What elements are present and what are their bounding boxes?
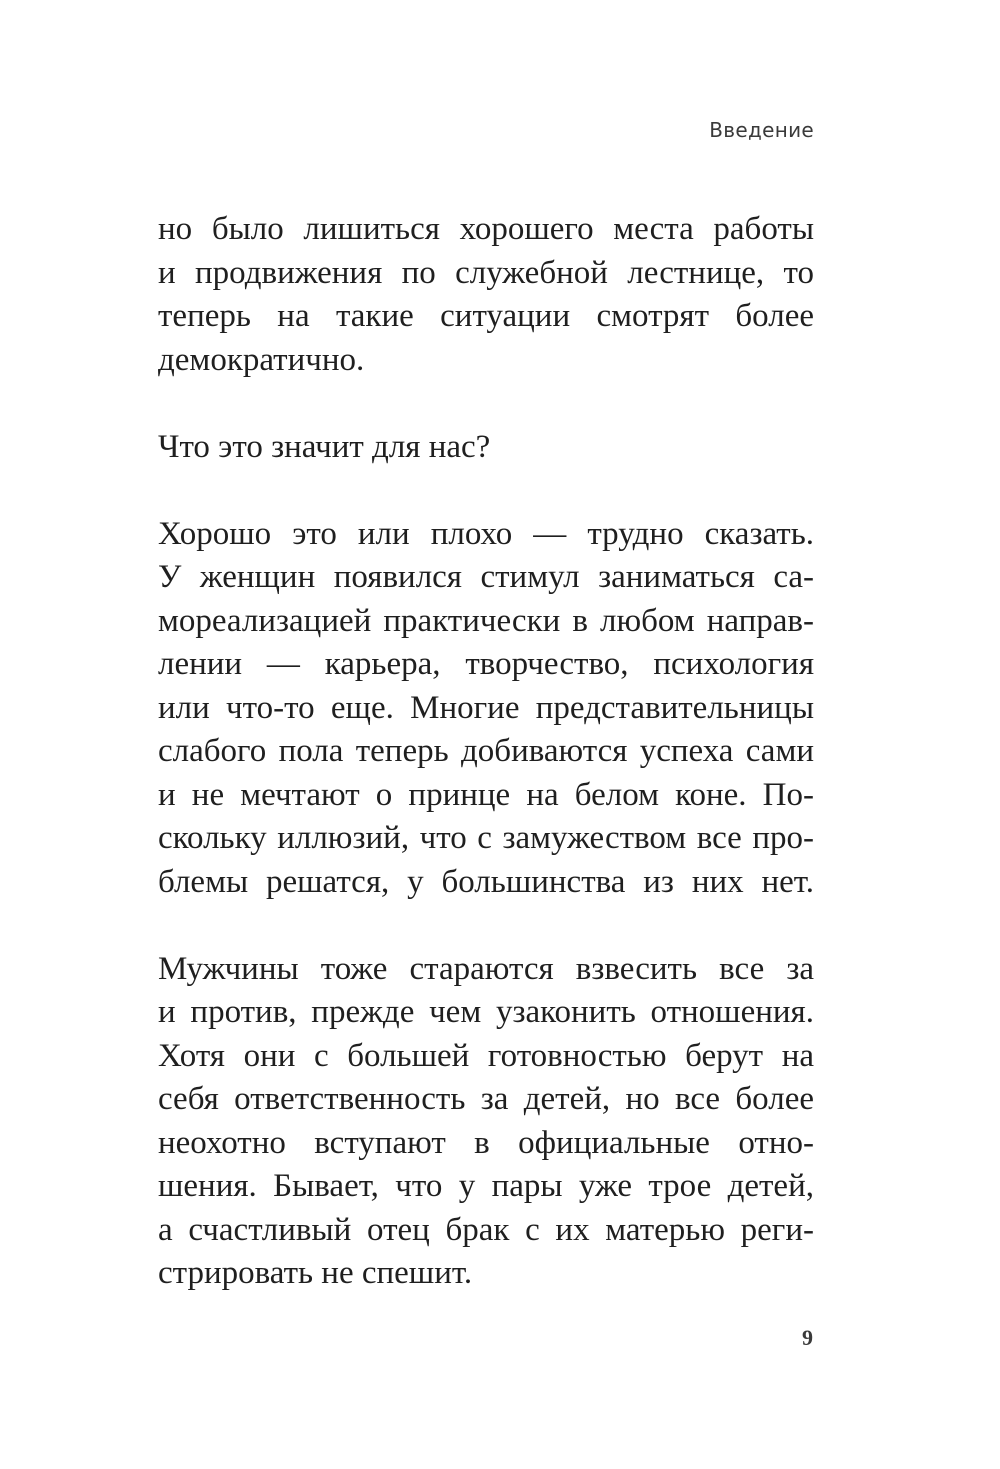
text-line: себя ответственность за детей, но все более — [158, 1081, 814, 1117]
text-line: лении — карьера, творчество, психология — [158, 646, 814, 682]
text-line: и продвижения по служебной лестнице, то — [158, 254, 814, 291]
paragraph-spacer — [158, 382, 814, 426]
text-line: шения. Бывает, что у пары уже трое детей, — [158, 1168, 814, 1204]
text-line: Что это значит для нас? — [158, 428, 491, 465]
body-text — [158, 208, 814, 1296]
paragraph — [158, 426, 814, 470]
text-line: блемы решатся, у большинства из них нет. — [158, 863, 814, 900]
paragraph — [158, 948, 814, 1296]
text-line: слабого пола теперь добиваются успеха сами — [158, 733, 814, 769]
text-line: а счастливый отец брак с их матерью реги- — [158, 1211, 814, 1248]
text-line: Хотя они с большей готовностью берут на — [158, 1037, 814, 1074]
paragraph — [158, 208, 814, 382]
text-line: скольку иллюзий, что с замужеством все про- — [158, 820, 814, 856]
text-line: Хорошо это или плохо — трудно сказать. — [158, 515, 814, 552]
text-line: мореализацией практически в любом направ- — [158, 602, 814, 639]
text-line: У женщин появился стимул заниматься са- — [158, 559, 814, 595]
text-line: неохотно вступают в официальные отно- — [158, 1124, 814, 1161]
page-number: 9 — [802, 1325, 813, 1350]
paragraph-spacer — [158, 904, 814, 948]
text-line: но было лишиться хорошего места работы — [158, 211, 814, 247]
text-line: и против, прежде чем узаконить отношения. — [158, 994, 814, 1030]
text-line: и не мечтают о принце на белом коне. По- — [158, 776, 814, 813]
running-header: Введение — [709, 118, 814, 142]
text-line: Мужчины тоже стараются взвесить все за — [158, 950, 814, 987]
paragraph-spacer — [158, 469, 814, 513]
text-line: или что-то еще. Многие представительницы — [158, 689, 814, 726]
text-line: демократично. — [158, 341, 365, 378]
paragraph — [158, 513, 814, 905]
text-line: теперь на такие ситуации смотрят более — [158, 298, 814, 334]
text-line: стрировать не спешит. — [158, 1255, 473, 1291]
